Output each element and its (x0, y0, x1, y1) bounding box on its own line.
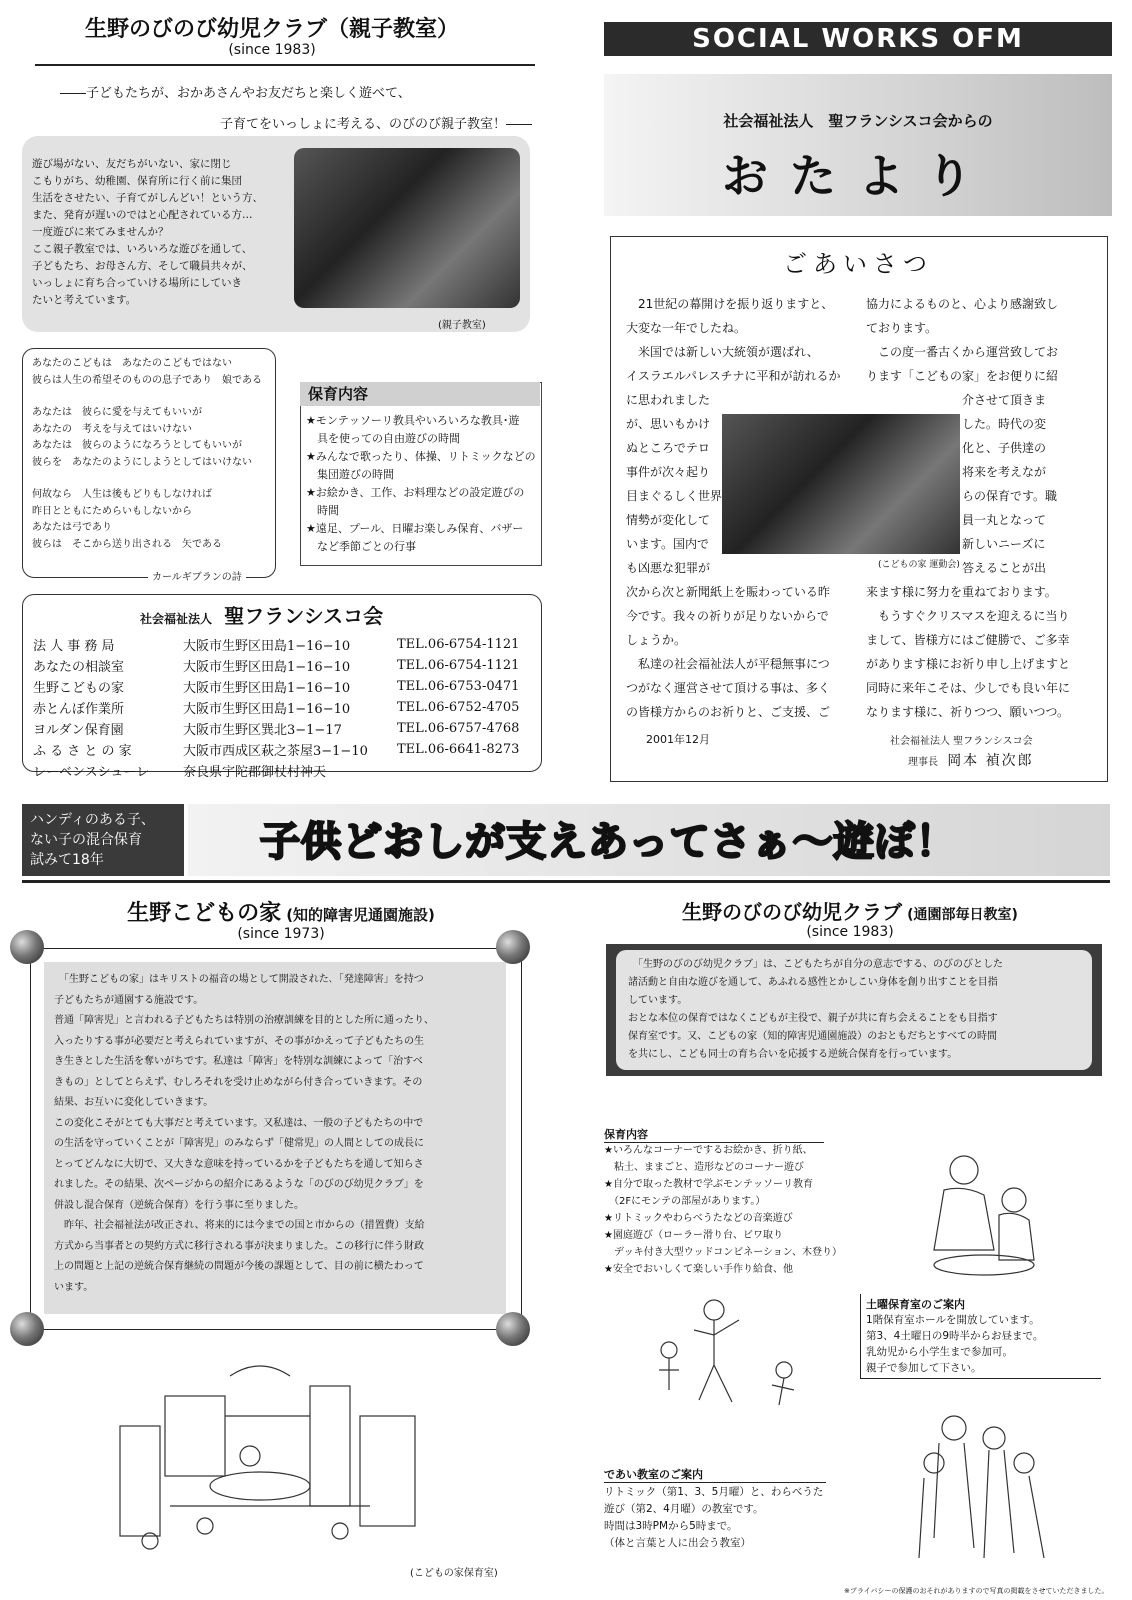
kodomo-since: (since 1973) (237, 926, 325, 942)
poem-line: あなたは 彼らのようになろうとしてもいいが (32, 440, 242, 451)
org-facility: 生野こどもの家 (33, 681, 125, 696)
org-address: 大阪市生野区田島1−16−10 (183, 681, 351, 696)
nobinobi-line: おとな本位の保育ではなくこどもが主役で、親子が共に育ち会えることをも目指す (628, 1013, 998, 1024)
greeting-line: した。時代の変 (962, 417, 1047, 431)
poem-line: 彼らは そこから送り出される 矢である (32, 538, 222, 550)
poem-line: 何故なら 人生は後もどりもしなければ (32, 489, 212, 500)
deai-line: （体と言葉と人に出会う教室） (604, 1537, 751, 1549)
corner-ball (496, 1312, 530, 1346)
hoiku-item: ★園庭遊び（ローラー滑り台、ビワ取り (604, 1230, 783, 1241)
greeting-line: この度一番古くから運営致してお (866, 345, 1059, 359)
table-row (32, 760, 520, 781)
hoiku-item: ★自分で取った教材で学ぶモンテッソーリ教育 (604, 1179, 813, 1190)
saturday-title: 土曜保育室のご案内 (866, 1298, 965, 1311)
kodomo-title (22, 896, 540, 927)
hoiku-item: 時間 (306, 504, 339, 517)
org-heading (140, 600, 383, 629)
greeting-line: 大変な一年でしたね。 (626, 321, 747, 335)
greeting-line: の皆様方からのお祈りと、ご支援、ご (626, 705, 831, 719)
org-tel: TEL.06-6641-8273 (397, 742, 520, 757)
poem-text (32, 356, 262, 553)
table-row (32, 697, 520, 718)
org-address: 大阪市生野区田島1−16−10 (183, 660, 351, 675)
org-name: 聖フランシスコ会 (224, 604, 384, 628)
nobinobi-line: を共にし、こども同士の育ち合いを応援する逆統合保育を行っています。 (628, 1049, 958, 1060)
kodomo-line: 併設し混合保育（逆統合保育）を行う事に至りました。 (54, 1199, 304, 1211)
hoiku-item: 粘土、ままごと、造形などのコーナー遊び (604, 1162, 804, 1173)
greeting-line: ります「こどもの家」をお便りに紹 (866, 369, 1059, 383)
table-row (32, 676, 520, 697)
table-row (32, 655, 520, 676)
nobinobi-line: 「生野のびのび幼児クラブ」は、こどもたちが自分の意志でする、のびのびとした (628, 959, 1003, 970)
nobinobi-hoiku-list (604, 1142, 842, 1278)
intro-line: たいと考えています。 (32, 294, 137, 306)
kodomo-line: 昨年、社会福祉法が改正され、将来的には今までの国と市からの（措置費）支給 (54, 1220, 425, 1231)
org-tel (396, 760, 520, 781)
playroom-illustration (110, 1356, 430, 1556)
kodomo-line: この変化こそがとても大事だと考えています。又私達は、一般の子どもたちの中で (54, 1117, 424, 1129)
greeting-line: なります様に、祈りつつ、願いつつ。 (866, 705, 1070, 719)
greeting-line: 私達の社会福祉法人が平穏無事につ (626, 657, 830, 671)
hoiku-item: デッキ付き大型ウッドコンビネーション、木登り） (604, 1247, 842, 1258)
hoiku-item: ★リトミックやわらべうたなどの音楽遊び (604, 1213, 793, 1224)
org-table (32, 634, 520, 781)
greeting-signature (908, 750, 1034, 770)
hoiku-item: （2Fにモンテの部屋があります。） (604, 1196, 766, 1207)
hoiku-item: ★いろんなコーナーでするお絵かき、折り紙、 (604, 1145, 813, 1156)
org-address: 大阪市生野区田島1−16−10 (183, 639, 351, 654)
greeting-sign-org: 社会福祉法人 聖フランシスコ会 (890, 736, 1033, 747)
kodomo-body (54, 970, 434, 1298)
tag-line: ハンディのある子、 (30, 812, 155, 828)
org-address: 大阪市生野区田島1−16−10 (183, 702, 351, 717)
greeting-line: まして、皆様方にはご健勝で、ご多幸 (866, 633, 1070, 647)
nobinobi-title-sub: (通園部毎日教室) (907, 907, 1018, 923)
hoiku-item: ★みんなで歌ったり、体操、リトミックなどの (306, 450, 536, 463)
org-facility: 赤とんぼ作業所 (33, 702, 125, 717)
greeting-line: 21世紀の幕開けを振り返りますと、 (626, 297, 834, 311)
slogan: 子供どおしが支えあってさぁ〜遊ぼ！ (260, 819, 957, 865)
kodomo-line: 結果、お互いに変化していきます。 (54, 1097, 214, 1108)
deai-text (604, 1484, 823, 1552)
greeting-line: 来ます様に努力を重ねております。 (866, 585, 1057, 599)
org-tel: TEL.06-6757-4768 (397, 721, 520, 736)
hoiku-item: ★モンテッソーリ教具やいろいろな教具･遊 (306, 414, 520, 427)
greeting-line: 将来を考えなが (962, 465, 1047, 479)
kodomo-line: き生きとした生活を奪いがちです。私達は「障害」を特別な訓練によって「治すべ (54, 1056, 423, 1067)
intro-line: いっしょに育ち合っていける場所にしていき (32, 277, 242, 289)
kodomo-line: 「生野こどもの家」はキリストの福音の場として開設された､「発達障害」を持つ (54, 974, 424, 985)
intro-text (32, 156, 263, 309)
greeting-line: に思われました (626, 393, 711, 407)
table-row (32, 634, 520, 655)
greeting-line: があります様にお祈り申し上げますと (866, 657, 1071, 671)
nobinobi-line: 保育室です。又、こどもの家（知的障害児通園施設）のおともだちとすべての時間 (628, 1031, 997, 1042)
club-since: (since 1983) (228, 42, 316, 58)
org-facility: 法 人 事 務 局 (33, 639, 115, 654)
hoiku-item: 集団遊びの時間 (306, 468, 394, 481)
greeting-line: 介させて頂きま (962, 393, 1047, 407)
deai-line: リトミック（第1、3、5月曜）と、わらべうた (604, 1486, 824, 1498)
greeting-line: ております。 (866, 321, 938, 335)
deai-line: 時間は3時PMから5時まで。 (604, 1520, 738, 1532)
poem-line: 昨日とともにためらいもしないから (32, 505, 192, 517)
intro-line: また、発育が遅いのではと心配されている方… (32, 209, 253, 221)
kodomo-line: 子どもたちが通園する施設です。 (54, 994, 204, 1006)
kodomo-line: 方式から当事者との契約方式に移行される事が決まりました。この移行に伴う財政 (54, 1240, 424, 1252)
kodomo-title-sub: (知的障害児通園施設) (286, 906, 435, 924)
greeting-title: ごあいさつ (783, 250, 933, 278)
hoiku-item: ★遠足、プール、日曜お楽しみ保育、バザー (306, 522, 524, 535)
poem-line (32, 471, 262, 487)
org-facility: ヨルダン保育園 (33, 723, 124, 738)
poem-line (32, 389, 262, 405)
children-group-illustration (904, 1408, 1064, 1578)
playroom-caption: (こどもの家保育室) (410, 1568, 498, 1579)
org-prefix: 社会福祉法人 (140, 612, 213, 626)
kodomo-line: 上の問題と上記の逆統合保育継続の問題が今後の課題として、目の前に横たわって (54, 1261, 424, 1272)
kodomo-line: れました。その結果、次ページからの紹介にあるような「のびのび幼児クラブ」を (54, 1179, 424, 1190)
greeting-line: 情勢が変化して (626, 513, 711, 527)
poem-line: 彼らは人生の希望そのものの息子であり 娘である (32, 374, 262, 386)
deai-title: であい教室のご案内 (604, 1466, 826, 1483)
poem-line: 彼らを あなたのようにしようとしてはいけない (32, 456, 252, 468)
hoiku-item: ★安全でおいしくて楽しい手作り給食、他 (604, 1264, 793, 1275)
nobinobi-text (628, 956, 1003, 1064)
hoiku-item: 具を使っての自由遊びの時間 (306, 432, 460, 445)
org-facility: レーベンスシューレ (33, 765, 150, 780)
greeting-line: 米国では新しい大統領が選ばれ、 (626, 345, 819, 359)
hoiku-item: など季節ごとの行事 (306, 540, 416, 553)
saturday-text (866, 1312, 1043, 1376)
intro-line: 生活をさせたい、子育てがしんどい！という方、 (32, 192, 263, 204)
org-address: 奈良県宇陀郡御杖村神天 (183, 765, 327, 780)
kodomo-title-main: 生野こどもの家 (127, 901, 282, 926)
poem-line: あなたの 考えを与えてはいけない (32, 423, 192, 435)
corner-ball (10, 1312, 44, 1346)
corner-ball (10, 930, 44, 964)
kodomo-line: 入ったりする事が必要だと考えられていますが、その事がかえって子どもたちの生 (54, 1035, 424, 1047)
org-facility: あなたの相談室 (33, 660, 125, 675)
oyako-photo (294, 148, 520, 308)
kodomo-line: の生活を守っていくことが「障害児」のみならず「健常児」の人間としての成長に (54, 1138, 424, 1149)
org-address: 大阪市生野区巽北3−1−17 (183, 723, 342, 738)
greeting-line: もうすぐクリスマスを迎えるに当り (866, 609, 1070, 623)
corner-ball (496, 930, 530, 964)
kodomo-line: 普通「障害児」と言われる子どもたちは特別の治療訓練を目的とした所に通ったり、 (54, 1015, 434, 1026)
kodomo-line: きもの」としてとらえず、むしろそれを受け止めながら付き合っていきます。その (54, 1076, 423, 1088)
privacy-footnote: ※プライバシーの保護のおそれがありますので写真の掲載をさせていただきました。 (844, 1587, 1109, 1595)
intro-line: ここ親子教室では、いろいろな遊びを通して、 (32, 243, 253, 255)
intro-line: こもりがち、幼稚園、保育所に行く前に集団 (32, 175, 242, 187)
rhythmic-illustration (644, 1290, 814, 1430)
poem-line: あなたは 彼らに愛を与えてもいいが (32, 407, 202, 418)
sign-role: 理事長 (908, 757, 938, 768)
saturday-line: 第3、4土曜日の9時半からお昼まで。 (866, 1330, 1044, 1342)
greeting-line: 化と、子供達の (962, 441, 1047, 455)
otayori-title: おたより (722, 149, 994, 203)
undokai-photo-caption: (こどもの家 運動会) (878, 560, 960, 570)
poem-credit: カールギブランの詩 (148, 568, 246, 583)
org-tel: TEL.06-6753-0471 (397, 679, 520, 694)
greeting-line: 同時に来年こそは、少しでも良い年に (866, 681, 1071, 695)
saturday-line: 親子で参加して下さい。 (866, 1362, 982, 1374)
saturday-line: 1階保育室ホールを開放しています。 (866, 1314, 1040, 1326)
greeting-line: つがなく運営させて頂ける事は、多く (626, 681, 831, 695)
mother-child-illustration (904, 1140, 1074, 1290)
otayori-subtitle: 社会福祉法人 聖フランシスコ会からの (723, 112, 993, 130)
social-works-banner: SOCIAL WORKS OFM (604, 22, 1112, 56)
org-tel: TEL.06-6752-4705 (397, 700, 520, 715)
undokai-photo (722, 414, 960, 554)
greeting-line: 次から次と新聞紙上を賑わっている昨 (626, 585, 830, 599)
intro-line: 子どもたち、お母さん方、そして職員共々が、 (32, 260, 253, 272)
mixed-care-tag (22, 804, 184, 876)
sign-name: 岡本 禎次郎 (947, 753, 1034, 769)
greeting-line: ぬところでテロ (626, 441, 710, 455)
greeting-line: も凶悪な犯罪が (626, 561, 711, 575)
tag-line: 試みて18年 (30, 852, 104, 868)
oyako-photo-caption: (親子教室) (438, 320, 486, 331)
nobinobi-since: (since 1983) (806, 924, 894, 940)
greeting-line: 員一丸となって (962, 513, 1047, 527)
greeting-line: 答えることが出 (962, 561, 1047, 575)
greeting-line: います。国内で (626, 537, 710, 551)
greeting-line: 今です。我々の祈りが足りないからで (626, 609, 829, 623)
greeting-line: 事件が次々起り (626, 465, 711, 479)
table-row (32, 739, 520, 760)
kodomo-line: とってどんなに大切で、又大きな意味を持っているかを子どもたちを通して知らさ (54, 1158, 424, 1170)
tagline: ――子どもたちが、おかあさんやお友だちと楽しく遊べて、 子育てをいっしょに考える、のびのび親子教室！―― (60, 86, 533, 132)
saturday-line: 乳幼児から小学生まで参加可。 (866, 1346, 1013, 1358)
greeting-line: 新しいニーズに (962, 537, 1046, 551)
greeting-line: らの保育です。職 (962, 489, 1058, 503)
deai-line: 遊び（第2、4月曜）の教室です。 (604, 1503, 764, 1515)
tag-line: ない子の混合保育 (30, 832, 142, 848)
poem-line: あなたのこどもは あなたのこどもではない (32, 358, 232, 369)
divider (35, 64, 535, 66)
table-row (32, 718, 520, 739)
club-title: 生野のびのび幼児クラブ（親子教室） (84, 17, 459, 42)
greeting-line: 目まぐるしく世界 (626, 489, 723, 503)
kodomo-line: います。 (54, 1281, 94, 1293)
org-tel: TEL.06-6754-1121 (397, 637, 520, 652)
intro-line: 遊び場がない、友だちがいない、家に閉じ (32, 158, 232, 170)
greeting-line: イスラエルパレスチナに平和が訪れるか (626, 369, 841, 383)
intro-line: 一度遊びに来てみませんか？ (32, 226, 169, 238)
greeting-line: しょうか。 (626, 633, 687, 647)
org-facility: ふ る さ と の 家 (33, 744, 132, 759)
hoiku-list (306, 412, 536, 556)
greeting-date: 2001年12月 (646, 733, 710, 746)
org-tel: TEL.06-6754-1121 (397, 658, 520, 673)
nobinobi-hoiku-title: 保育内容 (604, 1126, 824, 1143)
nobinobi-line: 諸活動と自由な遊びを通して、あふれる感性とかしこい身体を創り出すことを目指 (628, 977, 998, 988)
divider (22, 880, 1110, 883)
nobinobi-title-main: 生野のびのび幼児クラブ (682, 900, 903, 924)
poem-line: あなたは弓であり (32, 522, 112, 533)
greeting-line: 協力によるものと、心より感謝致し (866, 297, 1059, 311)
nobinobi-title (590, 896, 1110, 925)
hoiku-item: ★お絵かき、工作、お料理などの設定遊びの (306, 486, 525, 499)
hoiku-title: 保育内容 (300, 382, 540, 406)
org-address: 大阪市西成区萩之茶屋3−1−10 (183, 744, 368, 759)
nobinobi-line: しています。 (628, 995, 688, 1006)
greeting-line: が、思いもかけ (626, 417, 711, 431)
